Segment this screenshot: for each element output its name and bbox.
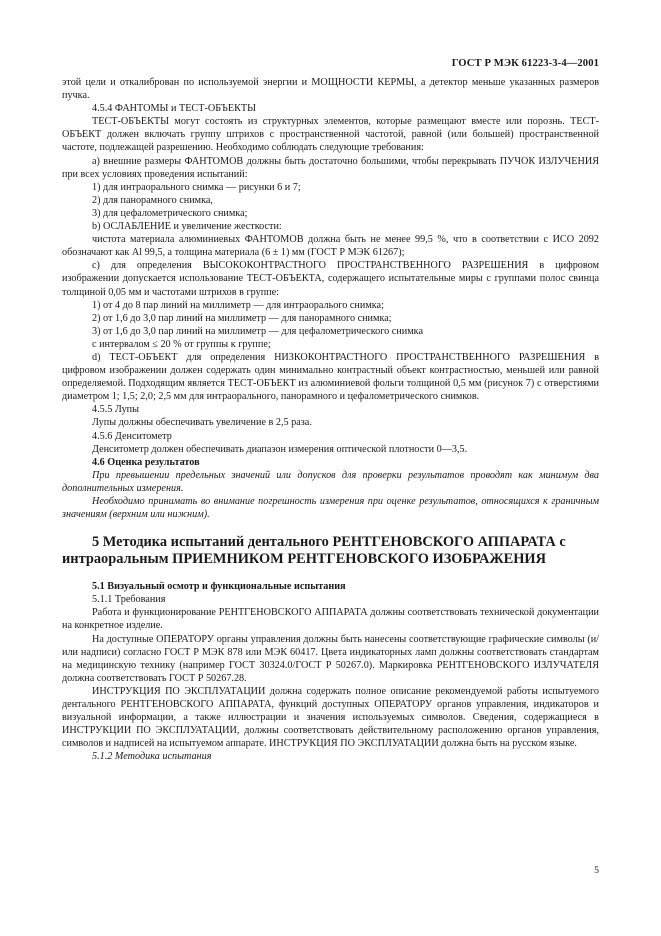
list-item: c) для определения ВЫСОКОКОНТРАСТНОГО ПРОСТРАНСТВЕННОГО РАЗРЕШЕНИЯ в цифровом изображении допускается использование ТЕСТ-ОБЪЕКТА, содержащего испытательные миры с группами полос свинца толщиной 0,05 мм и частотами штрихов в группе: <box>62 260 599 298</box>
paragraph: Работа и функционирование РЕНТГЕНОВСКОГО АППАРАТА должны соответствовать технической документации на конкретное изделие. <box>62 607 599 632</box>
paragraph: Лупы должны обеспечивать увеличение в 2,5 раза. <box>92 417 312 429</box>
paragraph: При превышении предельных значений или допусков для проверки результатов проводят как минимум два дополнительных измерения. <box>62 469 599 494</box>
subsection-heading: 5.1.1 Требования <box>92 594 166 606</box>
document-body <box>62 76 599 764</box>
paragraph: На доступные ОПЕРАТОРУ органы управления должны быть нанесены соответствующие графические символы (и/или надписи) согласно ГОСТ Р МЭК 878 или МЭК 60417. Цвета индикаторных ламп должны соответствовать стандартам на медицинскую технику (например ГОСТ 30324.0/ГОСТ Р 50267.0). Маркировка РЕНТГЕНОВСКОГО ИЗЛУЧАТЕЛЯ должна соответствовать ГОСТ Р 50267.28. <box>62 633 599 684</box>
list-item: 2) от 1,6 до 3,0 пар линий на миллиметр — для панорамного снимка; <box>92 312 392 324</box>
subsection-heading: 4.5.4 ФАНТОМЫ и ТЕСТ-ОБЪЕКТЫ <box>92 103 256 115</box>
paragraph: Необходимо принимать во внимание погрешность измерения при оценке результатов, относящихся к граничным значениям (верхним или нижним). <box>62 496 599 521</box>
paragraph: ИНСТРУКЦИЯ ПО ЭКСПЛУАТАЦИИ должна содержать полное описание рекомендуемой работы испытуемого дентального РЕНТГЕНОВСКОГО АППАРАТА, функций доступных ОПЕРАТОРУ органов управления, индикаторов и визуальной информации, а также иллюстрации и значения используемых символов. Сведения, содержащиеся в ИНСТРУКЦИИ ПО ЭКСПЛУАТАЦИИ, должны соответствовать действительному расположению органов управления, символов и надписей на испытуемом аппарате. ИНСТРУКЦИЯ ПО ЭКСПЛУАТАЦИИ должна быть на русском языке. <box>62 685 599 750</box>
paragraph: чистота материала алюминиевых ФАНТОМОВ должна быть не менее 99,5 %, что в соответствии с ИСО 2092 обозначают как Al 99,5, а толщина материала (6 ± 1) мм (ГОСТ Р МЭК 61267); <box>62 234 599 259</box>
list-item: a) внешние размеры ФАНТОМОВ должны быть достаточно большими, чтобы перекрывать ПУЧОК ИЗЛУЧЕНИЯ при всех условиях проведения испытаний: <box>62 155 599 180</box>
subsection-heading: 4.5.6 Денситометр <box>92 430 172 442</box>
list-item: 3) от 1,6 до 3,0 пар линий на миллиметр — для цефалометрического снимка <box>92 325 423 337</box>
list-item: 1) для интраорального снимка — рисунки 6 и 7; <box>92 181 301 193</box>
list-item: b) ОСЛАБЛЕНИЕ и увеличение жесткости: <box>92 221 282 233</box>
list-item: 1) от 4 до 8 пар линий на миллиметр — для интраоралього снимка; <box>92 299 384 311</box>
list-item: 3) для цефалометрического снимка; <box>92 207 248 219</box>
paragraph: Денситометр должен обеспечивать диапазон измерения оптической плотности 0—3,5. <box>92 443 468 455</box>
subsection-heading: 4.5.5 Лупы <box>92 404 139 416</box>
list-item: 2) для панорамного снимка, <box>92 194 213 206</box>
section-heading: 5 Методика испытаний дентального РЕНТГЕНОВСКОГО АППАРАТА с интраоральным ПРИЕМНИКОМ РЕНТГЕНОВСКОГО ИЗОБРАЖЕНИЯ <box>62 534 566 568</box>
subsection-heading: 4.6 Оценка результатов <box>92 456 200 468</box>
paragraph: этой цели и откалиброван по используемой энергии и МОЩНОСТИ КЕРМЫ, а детектор меньше указанных размеров пучка. <box>62 77 599 102</box>
paragraph: ТЕСТ-ОБЪЕКТЫ могут состоять из структурных элементов, которые размещают вместе или порознь. ТЕСТ-ОБЪЕКТ должен включать группу штрихов с пространственной частотой, равной (или большей) пространственной частоте, подлежащей разрешению. Необходимо соблюдать следующие требования: <box>62 116 599 154</box>
page-number: 5 <box>594 866 599 876</box>
list-item: d) ТЕСТ-ОБЪЕКТ для определения НИЗКОКОНТРАСТНОГО ПРОСТРАНСТВЕННОГО РАЗРЕШЕНИЯ в цифровом изображении должен содержать один минимально контрастный объект контрастностью, меньшей или равной определяемой. Подходящим является ТЕСТ-ОБЪЕКТ из алюминиевой фольги толщиной 0,5 мм (рисунок 7) с отверстиями диаметром 1; 1,5; 2,0; 2,5 мм для интраорального, панорамного и цефалометрического снимков. <box>62 351 599 403</box>
subsection-heading: 5.1.2 Методика испытания <box>92 751 212 763</box>
subsection-heading: 5.1 Визуальный осмотр и функциональные испытания <box>92 581 346 593</box>
paragraph: с интервалом ≤ 20 % от группы к группе; <box>92 338 271 350</box>
document-header: ГОСТ Р МЭК 61223-3-4—2001 <box>451 58 599 69</box>
